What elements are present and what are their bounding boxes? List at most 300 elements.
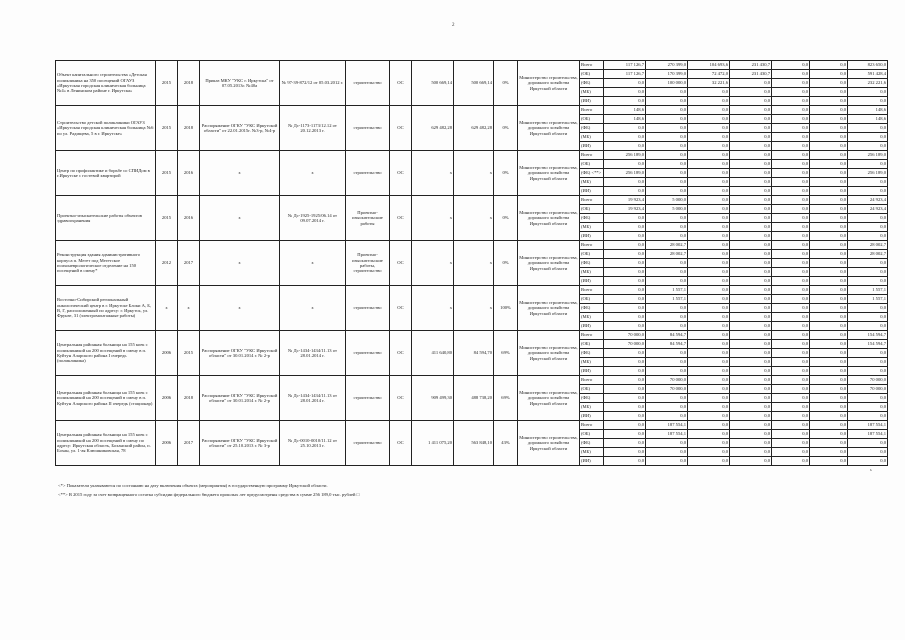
remaining-cost: х (454, 286, 494, 331)
start-year: х (156, 286, 178, 331)
funding-value: 0,0 (646, 358, 688, 367)
start-year: 2015 (156, 61, 178, 106)
readiness-percent: 43% (494, 421, 518, 466)
funding-value: 0,0 (772, 133, 810, 142)
funding-value: 0,0 (848, 160, 888, 169)
funding-value: 0,0 (604, 448, 646, 457)
estimated-cost: 500 669,14 (412, 61, 454, 106)
funding-value: 104 693,6 (688, 61, 730, 70)
readiness-percent: 0% (494, 196, 518, 241)
funding-value: 0,0 (604, 367, 646, 376)
funding-value: 0,0 (604, 385, 646, 394)
funding-value: 0,0 (810, 61, 848, 70)
funding-value: 0,0 (646, 142, 688, 151)
funding-value: 0,0 (730, 79, 772, 88)
funding-source: (ОБ) (580, 115, 604, 124)
end-year: 2015 (178, 331, 200, 376)
funding-value: 0,0 (848, 268, 888, 277)
funding-value: 0,0 (688, 205, 730, 214)
funding-value: 0,0 (688, 241, 730, 250)
footnote: <**> В 2015 году за счет возвращенного остатка субсидии федерального бюджета прошлых лет предусмотрены средства в сумме 256 189,0 тыс. рублей □ (58, 491, 360, 497)
funding-value: 0,0 (810, 214, 848, 223)
funding-value: 0,0 (810, 295, 848, 304)
funding-value: 0,0 (688, 412, 730, 421)
funding-value: 0,0 (688, 277, 730, 286)
start-year: 2006 (156, 376, 178, 421)
funding-value: 0,0 (810, 115, 848, 124)
approval-document: х (200, 241, 280, 286)
funding-value: 0,0 (688, 385, 730, 394)
expertise-document: № Дс-0010-0010/11.12 от 25.10.2013 г. (280, 421, 346, 466)
funding-value: 0,0 (848, 412, 888, 421)
remaining-cost: 84 594,70 (454, 331, 494, 376)
funding-value: 0,0 (646, 133, 688, 142)
funding-value: 0,0 (604, 322, 646, 331)
funding-value: 0,0 (604, 304, 646, 313)
funding-value: 0,0 (772, 448, 810, 457)
funding-value: 0,0 (646, 304, 688, 313)
work-type: строительство (346, 61, 390, 106)
funding-value: 0,0 (848, 313, 888, 322)
expertise-document: х (280, 286, 346, 331)
funding-value: 0,0 (688, 268, 730, 277)
funding-value: 0,0 (730, 142, 772, 151)
funding-value: 0,0 (772, 313, 810, 322)
funding-value: 1 557,1 (848, 295, 888, 304)
funding-value: 0,0 (688, 196, 730, 205)
funding-value: 0,0 (730, 205, 772, 214)
estimated-cost: 1 411 075,20 (412, 421, 454, 466)
funding-value: 0,0 (848, 232, 888, 241)
object-name: Объект капитального строительства «Детская поликлиника на 350 посещений ОГАУЗ «Иркутская городская клиническая больница №4» в Ленинском районе г. Иркутска» (56, 61, 156, 106)
funding-value: 0,0 (810, 403, 848, 412)
funding-value: 0,0 (730, 151, 772, 160)
funding-value: 0,0 (772, 124, 810, 133)
funding-value: 154 594,7 (848, 340, 888, 349)
table-row (56, 241, 888, 250)
funding-value: 0,0 (688, 295, 730, 304)
funding-value: 0,0 (848, 187, 888, 196)
funding-value: 0,0 (604, 439, 646, 448)
funding-value: 70 000,0 (646, 376, 688, 385)
funding-value: 117 126,7 (604, 61, 646, 70)
estimated-cost: х (412, 151, 454, 196)
estimated-cost: 629 482,28 (412, 106, 454, 151)
funding-value: 0,0 (646, 151, 688, 160)
funding-value: 0,0 (810, 241, 848, 250)
start-year: 2015 (156, 196, 178, 241)
funding-value: 0,0 (810, 70, 848, 79)
funding-value: 0,0 (810, 439, 848, 448)
start-year: 2015 (156, 151, 178, 196)
funding-source: (ФБ) (580, 304, 604, 313)
funding-value: 0,0 (772, 61, 810, 70)
funding-value: 0,0 (772, 376, 810, 385)
funding-value: 28 002,7 (646, 241, 688, 250)
ownership-type: ОС (390, 151, 412, 196)
funding-source: Всего (580, 286, 604, 295)
funding-source: (ИИ) (580, 322, 604, 331)
page-number: 2 (452, 23, 455, 28)
funding-value: 0,0 (688, 187, 730, 196)
funding-value: 0,0 (604, 286, 646, 295)
ownership-type: ОС (390, 376, 412, 421)
table-row (56, 151, 888, 160)
funding-value: 0,0 (848, 277, 888, 286)
footnotes (58, 482, 359, 499)
funding-value: 0,0 (604, 133, 646, 142)
table-row (56, 106, 888, 115)
funding-value: 0,0 (810, 196, 848, 205)
expertise-document: № 97-39-872/12 от 05.03.2012 г. (280, 61, 346, 106)
funding-value: 0,0 (604, 313, 646, 322)
funding-value: 0,0 (730, 223, 772, 232)
funding-value: 0,0 (848, 223, 888, 232)
funding-value: 823 650,0 (848, 61, 888, 70)
ownership-type: ОС (390, 61, 412, 106)
funding-source: (ФБ) (580, 349, 604, 358)
funding-value: 1 557,1 (848, 286, 888, 295)
funding-source: (МБ) (580, 133, 604, 142)
funding-value: 0,0 (646, 457, 688, 466)
funding-source: (ОБ) (580, 340, 604, 349)
responsible-organization: Министерство строительства, дорожного хозяйства Иркутской области (518, 106, 580, 151)
funding-value: 0,0 (688, 322, 730, 331)
funding-value: 0,0 (688, 97, 730, 106)
end-year: 2017 (178, 421, 200, 466)
funding-value: 231 430,7 (730, 70, 772, 79)
funding-value: 0,0 (730, 133, 772, 142)
funding-source: Всего (580, 331, 604, 340)
funding-value: 0,0 (730, 313, 772, 322)
funding-value: 0,0 (688, 142, 730, 151)
funding-value: 0,0 (604, 394, 646, 403)
funding-value: 0,0 (772, 286, 810, 295)
funding-value: 0,0 (730, 322, 772, 331)
funding-value: 70 000,0 (604, 331, 646, 340)
funding-value: 0,0 (604, 295, 646, 304)
funding-value: 0,0 (688, 88, 730, 97)
funding-value: 0,0 (604, 430, 646, 439)
funding-value: 70 000,0 (604, 340, 646, 349)
funding-value: 0,0 (810, 367, 848, 376)
funding-value: 28 002,7 (646, 250, 688, 259)
funding-value: 0,0 (848, 457, 888, 466)
approval-document: Приказ МКУ "УКС г. Иркутска" от 07.05.2013г. №40а (200, 61, 280, 106)
funding-value: 148,6 (604, 106, 646, 115)
funding-value: 0,0 (772, 367, 810, 376)
funding-value: 0,0 (730, 241, 772, 250)
funding-value: 0,0 (730, 304, 772, 313)
funding-value: 591 428,4 (848, 70, 888, 79)
funding-value: 0,0 (730, 124, 772, 133)
funding-source: Всего (580, 151, 604, 160)
funding-source: (ИИ) (580, 142, 604, 151)
funding-value: 0,0 (810, 79, 848, 88)
funding-value: 0,0 (772, 259, 810, 268)
funding-source: Всего (580, 61, 604, 70)
funding-value: 0,0 (810, 232, 848, 241)
funding-value: 0,0 (772, 79, 810, 88)
funding-value: 0,0 (730, 88, 772, 97)
funding-source: (ФБ) (580, 214, 604, 223)
funding-value: 0,0 (646, 178, 688, 187)
funding-source: (ФБ) <**> (580, 169, 604, 178)
funding-value: 0,0 (848, 394, 888, 403)
funding-value: 0,0 (604, 403, 646, 412)
funding-value: 0,0 (810, 205, 848, 214)
funding-source: (ОБ) (580, 430, 604, 439)
start-year: 2006 (156, 421, 178, 466)
readiness-percent: 0% (494, 151, 518, 196)
margin-mark: ь (870, 467, 872, 472)
funding-value: 0,0 (688, 169, 730, 178)
funding-source: (ОБ) (580, 70, 604, 79)
funding-value: 0,0 (772, 196, 810, 205)
funding-source: Всего (580, 196, 604, 205)
funding-value: 24 923,4 (848, 205, 888, 214)
funding-value: 0,0 (646, 313, 688, 322)
funding-value: 0,0 (810, 133, 848, 142)
funding-value: 0,0 (604, 421, 646, 430)
funding-value: 0,0 (688, 358, 730, 367)
funding-value: 0,0 (730, 187, 772, 196)
ownership-type: ОС (390, 286, 412, 331)
funding-value: 0,0 (646, 115, 688, 124)
funding-value: 0,0 (810, 286, 848, 295)
funding-value: 0,0 (810, 304, 848, 313)
funding-value: 0,0 (604, 187, 646, 196)
estimated-cost: 411 640,80 (412, 331, 454, 376)
funding-value: 0,0 (688, 124, 730, 133)
ownership-type: ОС (390, 106, 412, 151)
funding-value: 0,0 (646, 394, 688, 403)
funding-value: 1 557,1 (646, 286, 688, 295)
funding-value: 0,0 (604, 241, 646, 250)
funding-value: 0,0 (772, 115, 810, 124)
funding-value: 187 554,1 (646, 421, 688, 430)
end-year: х (178, 286, 200, 331)
readiness-percent: 0% (494, 106, 518, 151)
funding-value: 0,0 (730, 286, 772, 295)
funding-value: 72 472,0 (688, 70, 730, 79)
funding-value: 0,0 (810, 322, 848, 331)
start-year: 2012 (156, 241, 178, 286)
funding-source: (ОБ) (580, 295, 604, 304)
estimated-cost: х (412, 196, 454, 241)
funding-value: 0,0 (848, 97, 888, 106)
funding-value: 0,0 (688, 250, 730, 259)
ownership-type: ОС (390, 421, 412, 466)
funding-value: 0,0 (810, 160, 848, 169)
funding-value: 170 399,0 (646, 70, 688, 79)
funding-value: 0,0 (604, 178, 646, 187)
work-type: Проектно-изыскательские работы (346, 196, 390, 241)
end-year: 2017 (178, 241, 200, 286)
funding-value: 84 594,7 (646, 340, 688, 349)
funding-value: 0,0 (730, 349, 772, 358)
responsible-organization: Министерство строительства, дорожного хозяйства Иркутской области (518, 286, 580, 331)
funding-source: (МБ) (580, 178, 604, 187)
funding-value: 0,0 (604, 97, 646, 106)
funding-value: 256 189,0 (604, 151, 646, 160)
funding-value: 0,0 (688, 133, 730, 142)
funding-value: 0,0 (810, 97, 848, 106)
work-type: строительство (346, 331, 390, 376)
funding-value: 256 189,0 (604, 169, 646, 178)
funding-value: 0,0 (848, 304, 888, 313)
funding-value: 256 189,0 (848, 169, 888, 178)
funding-source: (ИИ) (580, 367, 604, 376)
readiness-percent: 100% (494, 286, 518, 331)
funding-value: 0,0 (810, 259, 848, 268)
funding-value: 0,0 (848, 259, 888, 268)
expertise-document: № Дс-1434-1434/11.13 от 28.01.2014 г. (280, 331, 346, 376)
funding-value: 0,0 (604, 268, 646, 277)
responsible-organization: Министерство строительства, дорожного хозяйства Иркутской области (518, 331, 580, 376)
funding-source: (ИИ) (580, 457, 604, 466)
funding-value: 0,0 (730, 412, 772, 421)
funding-value: 0,0 (646, 214, 688, 223)
start-year: 2006 (156, 331, 178, 376)
funding-value: 0,0 (772, 277, 810, 286)
remaining-cost: 500 669,14 (454, 61, 494, 106)
funding-source: (МБ) (580, 223, 604, 232)
funding-value: 0,0 (848, 439, 888, 448)
funding-value: 0,0 (604, 259, 646, 268)
funding-value: 0,0 (772, 349, 810, 358)
funding-value: 0,0 (810, 223, 848, 232)
funding-value: 187 554,1 (848, 430, 888, 439)
approval-document: х (200, 196, 280, 241)
funding-value: 0,0 (646, 367, 688, 376)
ownership-type: ОС (390, 196, 412, 241)
funding-value: 0,0 (772, 223, 810, 232)
funding-value: 0,0 (772, 70, 810, 79)
funding-value: 0,0 (688, 457, 730, 466)
funding-value: 0,0 (730, 421, 772, 430)
funding-value: 0,0 (848, 448, 888, 457)
funding-value: 0,0 (730, 394, 772, 403)
end-year: 2016 (178, 151, 200, 196)
funding-value: 0,0 (688, 439, 730, 448)
work-type: строительство (346, 151, 390, 196)
end-year: 2018 (178, 376, 200, 421)
funding-value: 0,0 (772, 358, 810, 367)
funding-value: 0,0 (810, 457, 848, 466)
funding-value: 0,0 (810, 421, 848, 430)
estimated-cost: х (412, 286, 454, 331)
table-row (56, 331, 888, 340)
funding-value: 28 002,7 (848, 250, 888, 259)
funding-value: 256 189,0 (848, 151, 888, 160)
funding-value: 0,0 (772, 268, 810, 277)
funding-value: 0,0 (772, 97, 810, 106)
funding-value: 0,0 (646, 277, 688, 286)
funding-value: 0,0 (772, 205, 810, 214)
end-year: 2016 (178, 196, 200, 241)
funding-source: (ФБ) (580, 394, 604, 403)
funding-source: (ОБ) (580, 385, 604, 394)
funding-value: 0,0 (688, 232, 730, 241)
funding-source: (ФБ) (580, 439, 604, 448)
work-type: строительство (346, 376, 390, 421)
funding-value: 0,0 (810, 250, 848, 259)
funding-value: 0,0 (646, 232, 688, 241)
funding-value: 0,0 (848, 133, 888, 142)
remaining-cost: 488 738,20 (454, 376, 494, 421)
approval-document: Распоряжение ОГКУ "УКС Иркутской области" от 30.01.2014 г. № 2-р (200, 376, 280, 421)
funding-value: 0,0 (810, 412, 848, 421)
funding-source: (МБ) (580, 268, 604, 277)
funding-source: (ОБ) (580, 160, 604, 169)
funding-value: 0,0 (730, 277, 772, 286)
work-type: строительство (346, 106, 390, 151)
funding-value: 5 000,0 (646, 196, 688, 205)
funding-value: 0,0 (772, 295, 810, 304)
funding-value: 231 430,7 (730, 61, 772, 70)
funding-value: 0,0 (646, 97, 688, 106)
approval-document: Распоряжение ОГКУ "УКС Иркутской области" от 25.10.2013 г. № 3-р (200, 421, 280, 466)
funding-value: 0,0 (772, 394, 810, 403)
funding-value: 0,0 (646, 124, 688, 133)
funding-value: 0,0 (810, 106, 848, 115)
funding-value: 0,0 (730, 358, 772, 367)
funding-value: 0,0 (730, 169, 772, 178)
funding-value: 0,0 (848, 124, 888, 133)
funding-value: 0,0 (730, 115, 772, 124)
funding-value: 0,0 (810, 313, 848, 322)
funding-value: 19 923,4 (604, 205, 646, 214)
responsible-organization: Министерство строительства, дорожного хозяйства Иркутской области (518, 196, 580, 241)
funding-source: (МБ) (580, 403, 604, 412)
remaining-cost: х (454, 151, 494, 196)
funding-value: 0,0 (810, 349, 848, 358)
funding-value: 24 923,4 (848, 196, 888, 205)
funding-value: 0,0 (688, 367, 730, 376)
funding-value: 70 000,0 (646, 385, 688, 394)
funding-value: 0,0 (646, 439, 688, 448)
funding-value: 0,0 (730, 160, 772, 169)
funding-value: 0,0 (604, 412, 646, 421)
funding-source: Всего (580, 376, 604, 385)
funding-value: 187 554,1 (646, 430, 688, 439)
funding-value: 154 594,7 (848, 331, 888, 340)
funding-source: (ИИ) (580, 412, 604, 421)
table-row (56, 376, 888, 385)
funding-value: 0,0 (772, 304, 810, 313)
funding-value: 0,0 (810, 151, 848, 160)
funding-value: 1 557,1 (646, 295, 688, 304)
object-name: Проектно-изыскательские работы объектов здравоохранения (56, 196, 156, 241)
object-name: Центральная районная больница на 155 коек с поликлиникой на 200 посещений в смену в п. Куйтун Аларского района I очередь (поликлиника) (56, 331, 156, 376)
funding-value: 0,0 (688, 340, 730, 349)
funding-value: 0,0 (772, 457, 810, 466)
funding-value: 0,0 (810, 376, 848, 385)
readiness-percent: 0% (494, 61, 518, 106)
remaining-cost: х (454, 241, 494, 286)
funding-value: 0,0 (730, 259, 772, 268)
funding-value: 0,0 (688, 151, 730, 160)
funding-value: 232 221,6 (848, 79, 888, 88)
funding-value: 0,0 (848, 403, 888, 412)
funding-value: 0,0 (848, 142, 888, 151)
funding-value: 0,0 (730, 196, 772, 205)
funding-value: 0,0 (646, 160, 688, 169)
responsible-organization: Министерство строительства, дорожного хозяйства Иркутской области (518, 421, 580, 466)
remaining-cost: 563 848,10 (454, 421, 494, 466)
approval-document: Распоряжение ОГКУ "УКС Иркутской области" от 30.01.2014 г. № 2-р (200, 331, 280, 376)
